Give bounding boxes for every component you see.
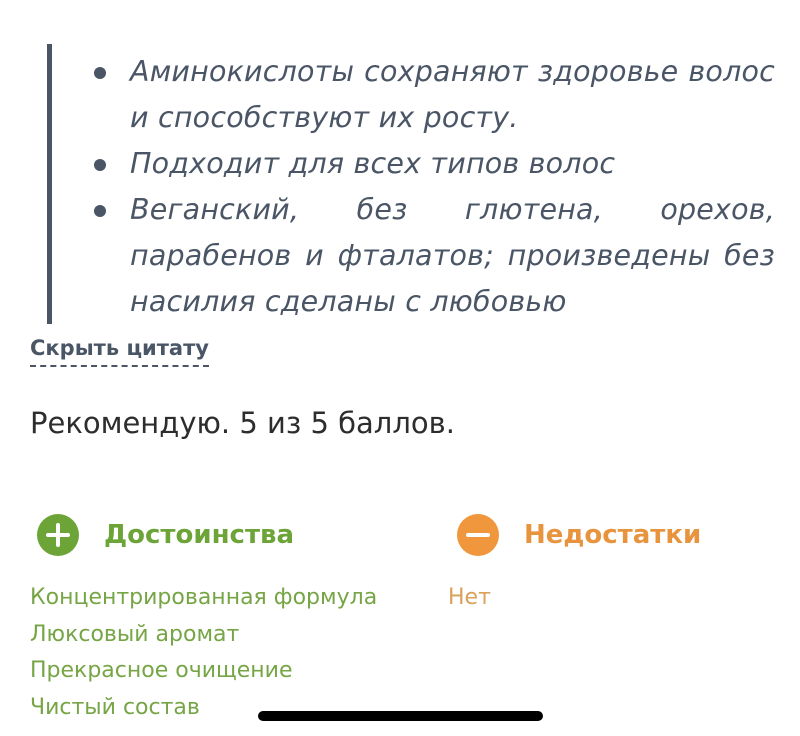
cons-title: Недостатки xyxy=(524,520,702,550)
quote-item-text: Веганский, без глютена, орехов, парабенов и фталатов; произведены без насилия сделаны с любовью xyxy=(130,193,775,318)
review-verdict: Рекомендую. 5 из 5 баллов. xyxy=(30,406,455,440)
pros-list-item: Прекрасное очищение xyxy=(30,658,293,683)
quote-item-text: Аминокислоты сохраняют здоровье волос и способствуют их росту. xyxy=(130,55,775,134)
blockquote xyxy=(47,44,777,324)
pros-title: Достоинства xyxy=(104,520,295,550)
cons-list-item: Нет xyxy=(448,585,491,610)
bullet-icon xyxy=(94,67,106,79)
plus-circle-icon xyxy=(37,514,79,556)
home-indicator[interactable] xyxy=(258,711,543,721)
bullet-icon xyxy=(94,159,106,171)
minus-circle-icon xyxy=(457,514,499,556)
quote-list-item xyxy=(130,141,775,187)
bullet-icon xyxy=(94,205,106,217)
hide-quote-link[interactable]: Скрыть цитату xyxy=(30,336,209,367)
pros-list-item: Концентрированная формула xyxy=(30,585,378,610)
quote-list-item xyxy=(130,187,775,325)
pros-list xyxy=(30,580,377,726)
pros-header xyxy=(37,513,294,557)
pros-list-item: Чистый состав xyxy=(30,694,200,720)
cons-header xyxy=(457,513,701,557)
quote-item-text: Подходит для всех типов волос xyxy=(130,147,616,180)
cons-list xyxy=(448,580,491,617)
quote-list-item xyxy=(130,49,775,141)
pros-list-item: Люксовый аромат xyxy=(30,621,240,647)
